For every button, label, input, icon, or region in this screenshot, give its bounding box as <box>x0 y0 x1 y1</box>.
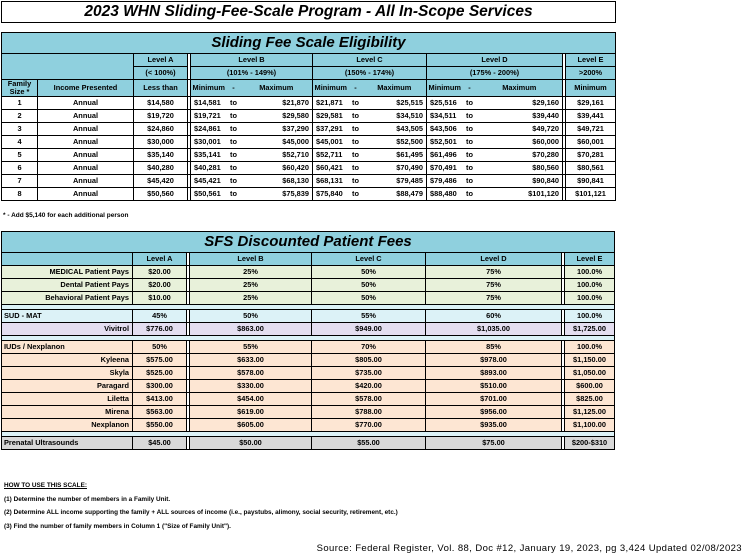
level-d-max: $70,280 <box>477 149 563 162</box>
level-c-max: $61,495 <box>363 149 427 162</box>
family-size-cell: 7 <box>2 175 38 188</box>
fee-level-e-cell: $1,725.00 <box>565 323 615 336</box>
to-label: to <box>227 97 241 110</box>
fee-level-d-cell: $1,035.00 <box>426 323 562 336</box>
eligibility-table <box>1 32 616 201</box>
fee-level-b-cell: $578.00 <box>190 367 312 380</box>
fee-level-b-cell: $605.00 <box>190 419 312 432</box>
to-label: to <box>227 162 241 175</box>
fee-level-e-cell: $1,100.00 <box>565 419 615 432</box>
fee-level-a-cell: $45.00 <box>133 437 187 450</box>
level-e-cell: $60,001 <box>566 136 616 149</box>
level-e-cell: $70,281 <box>566 149 616 162</box>
b-max-header: Maximum <box>241 80 313 97</box>
level-e-cell: $90,841 <box>566 175 616 188</box>
fees-table <box>1 231 615 450</box>
fee-level-b-cell: $330.00 <box>190 380 312 393</box>
fee-level-d-cell: 75% <box>426 279 562 292</box>
level-d-header: Level D <box>427 54 563 67</box>
d-min-header: Minimum <box>427 80 463 97</box>
eligibility-row <box>2 149 616 162</box>
b-min-header: Minimum <box>191 80 227 97</box>
fee-label: Nexplanon <box>2 419 133 432</box>
fee-row <box>2 367 615 380</box>
fee-level-e-cell: 100.0% <box>565 341 615 354</box>
level-c-min: $37,291 <box>313 123 349 136</box>
level-d-max: $49,720 <box>477 123 563 136</box>
fee-label: Vivitrol <box>2 323 133 336</box>
to-label: to <box>349 188 363 201</box>
to-label: to <box>349 175 363 188</box>
level-a-range: (< 100%) <box>134 67 188 80</box>
to-label: to <box>227 136 241 149</box>
fee-row <box>2 310 615 323</box>
level-c-header: Level C <box>313 54 427 67</box>
level-a-cell: $30,000 <box>134 136 188 149</box>
family-size-cell: 2 <box>2 110 38 123</box>
fee-label: Prenatal Ultrasounds <box>2 437 133 450</box>
fee-level-b-cell: $454.00 <box>190 393 312 406</box>
fee-level-e-cell: $1,150.00 <box>565 354 615 367</box>
income-cell: Annual <box>38 136 134 149</box>
level-a-cell: $45,420 <box>134 175 188 188</box>
fee-level-a-cell: 45% <box>133 310 187 323</box>
level-b-max: $75,839 <box>241 188 313 201</box>
fee-row <box>2 341 615 354</box>
to-label: to <box>463 110 477 123</box>
level-c-min: $29,581 <box>313 110 349 123</box>
fee-level-c-cell: 55% <box>312 310 426 323</box>
fee-row <box>2 393 615 406</box>
fee-level-e-cell: $825.00 <box>565 393 615 406</box>
fee-level-a-cell: $413.00 <box>133 393 187 406</box>
fee-label: MEDICAL Patient Pays <box>2 266 133 279</box>
howto-title: HOW TO USE THIS SCALE: <box>4 482 87 489</box>
b-dash: - <box>227 80 241 97</box>
fee-level-d-cell: $701.00 <box>426 393 562 406</box>
level-d-min: $52,501 <box>427 136 463 149</box>
level-a-cell: $19,720 <box>134 110 188 123</box>
howto-step-2: (2) Determine ALL income supporting the family + ALL sources of income (i.e., paystubs, alimony, social security, retirement, etc.) <box>4 509 398 516</box>
fee-level-a-cell: 50% <box>133 341 187 354</box>
level-a-cell: $24,860 <box>134 123 188 136</box>
level-d-max: $60,000 <box>477 136 563 149</box>
level-c-max: $70,490 <box>363 162 427 175</box>
to-label: to <box>227 188 241 201</box>
level-d-max: $101,120 <box>477 188 563 201</box>
fee-level-a-cell: $10.00 <box>133 292 187 305</box>
to-label: to <box>463 175 477 188</box>
fee-label: Dental Patient Pays <box>2 279 133 292</box>
c-dash: - <box>349 80 363 97</box>
fee-level-b-cell: 50% <box>190 310 312 323</box>
to-label: to <box>349 149 363 162</box>
fee-level-e-cell: 100.0% <box>565 292 615 305</box>
fee-label: Kyleena <box>2 354 133 367</box>
fee-level-a-cell: $300.00 <box>133 380 187 393</box>
fees-section <box>1 231 615 450</box>
eligibility-row <box>2 188 616 201</box>
income-cell: Annual <box>38 175 134 188</box>
level-c-min: $52,711 <box>313 149 349 162</box>
fee-level-b-cell: $633.00 <box>190 354 312 367</box>
fee-level-e-cell: $600.00 <box>565 380 615 393</box>
income-cell: Annual <box>38 97 134 110</box>
level-e-cell: $29,161 <box>566 97 616 110</box>
fees-banner: SFS Discounted Patient Fees <box>2 232 615 253</box>
level-d-max: $29,160 <box>477 97 563 110</box>
fee-level-c-cell: 50% <box>312 266 426 279</box>
level-c-min: $75,840 <box>313 188 349 201</box>
level-e-cell: $39,441 <box>566 110 616 123</box>
level-e-cell: $80,561 <box>566 162 616 175</box>
level-c-max: $25,515 <box>363 97 427 110</box>
fee-level-e-cell: 100.0% <box>565 310 615 323</box>
eligibility-row <box>2 123 616 136</box>
level-c-min: $21,871 <box>313 97 349 110</box>
fee-row <box>2 279 615 292</box>
level-b-min: $45,421 <box>191 175 227 188</box>
level-d-max: $80,560 <box>477 162 563 175</box>
fee-level-c-cell: $949.00 <box>312 323 426 336</box>
level-d-min: $70,491 <box>427 162 463 175</box>
level-d-min: $79,486 <box>427 175 463 188</box>
fee-level-a-cell: $776.00 <box>133 323 187 336</box>
level-b-max: $37,290 <box>241 123 313 136</box>
fee-level-d-cell: $978.00 <box>426 354 562 367</box>
level-d-min: $43,506 <box>427 123 463 136</box>
fee-level-d-cell: $510.00 <box>426 380 562 393</box>
eligibility-row <box>2 110 616 123</box>
level-d-min: $34,511 <box>427 110 463 123</box>
income-cell: Annual <box>38 123 134 136</box>
fee-level-d-cell: 60% <box>426 310 562 323</box>
lessthan-header: Less than <box>134 80 188 97</box>
level-b-max: $29,580 <box>241 110 313 123</box>
level-d-range: (175% - 200%) <box>427 67 563 80</box>
fee-label: Skyla <box>2 367 133 380</box>
level-c-min: $68,131 <box>313 175 349 188</box>
d-max-header: Maximum <box>477 80 563 97</box>
fee-level-c-cell: 70% <box>312 341 426 354</box>
family-size-cell: 5 <box>2 149 38 162</box>
to-label: to <box>463 188 477 201</box>
income-cell: Annual <box>38 162 134 175</box>
fee-label: Behavioral Patient Pays <box>2 292 133 305</box>
fee-level-e: Level E <box>565 253 615 266</box>
to-label: to <box>463 149 477 162</box>
fee-level-c-cell: 50% <box>312 292 426 305</box>
level-a-cell: $50,560 <box>134 188 188 201</box>
level-c-max: $34,510 <box>363 110 427 123</box>
to-label: to <box>227 110 241 123</box>
level-b-min: $19,721 <box>191 110 227 123</box>
level-a-cell: $14,580 <box>134 97 188 110</box>
level-d-max: $39,440 <box>477 110 563 123</box>
eligibility-banner: Sliding Fee Scale Eligibility <box>2 33 616 54</box>
fee-label: Paragard <box>2 380 133 393</box>
level-b-min: $24,861 <box>191 123 227 136</box>
page-title: 2023 WHN Sliding-Fee-Scale Program - All In-Scope Services <box>1 1 616 23</box>
fee-level-c-cell: $420.00 <box>312 380 426 393</box>
level-b-max: $60,420 <box>241 162 313 175</box>
income-cell: Annual <box>38 188 134 201</box>
family-size-cell: 8 <box>2 188 38 201</box>
level-b-max: $45,000 <box>241 136 313 149</box>
fee-level-c: Level C <box>312 253 426 266</box>
to-label: to <box>463 97 477 110</box>
fee-level-b-cell: 25% <box>190 292 312 305</box>
level-c-max: $43,505 <box>363 123 427 136</box>
fee-label: IUDs / Nexplanon <box>2 341 133 354</box>
fee-level-e-cell: $1,050.00 <box>565 367 615 380</box>
fee-level-e-cell: 100.0% <box>565 266 615 279</box>
eligibility-row <box>2 97 616 110</box>
level-d-max: $90,840 <box>477 175 563 188</box>
to-label: to <box>349 123 363 136</box>
fee-row <box>2 406 615 419</box>
level-c-max: $88,479 <box>363 188 427 201</box>
fee-level-d-cell: 85% <box>426 341 562 354</box>
level-e-range: >200% <box>566 67 616 80</box>
income-cell: Annual <box>38 149 134 162</box>
howto-step-3: (3) Find the number of family members in Column 1 ("Size of Family Unit"). <box>4 523 231 530</box>
fee-level-c-cell: $805.00 <box>312 354 426 367</box>
fee-row <box>2 354 615 367</box>
family-size-header: Family Size * <box>2 80 38 97</box>
family-size-cell: 4 <box>2 136 38 149</box>
fee-level-a-cell: $525.00 <box>133 367 187 380</box>
fee-level-a-cell: $550.00 <box>133 419 187 432</box>
level-b-max: $52,710 <box>241 149 313 162</box>
to-label: to <box>349 136 363 149</box>
fee-level-d-cell: 75% <box>426 292 562 305</box>
fee-level-e-cell: 100.0% <box>565 279 615 292</box>
fee-row <box>2 437 615 450</box>
fee-level-b-cell: $50.00 <box>190 437 312 450</box>
level-b-range: (101% - 149%) <box>191 67 313 80</box>
fee-level-c-cell: $770.00 <box>312 419 426 432</box>
fee-row <box>2 419 615 432</box>
level-a-header: Level A <box>134 54 188 67</box>
to-label: to <box>227 149 241 162</box>
fee-level-a-cell: $563.00 <box>133 406 187 419</box>
fee-level-d-cell: $956.00 <box>426 406 562 419</box>
level-b-header: Level B <box>191 54 313 67</box>
family-size-cell: 6 <box>2 162 38 175</box>
fee-level-c-cell: $788.00 <box>312 406 426 419</box>
to-label: to <box>349 110 363 123</box>
fee-level-d-cell: $893.00 <box>426 367 562 380</box>
level-a-cell: $40,280 <box>134 162 188 175</box>
fee-row <box>2 323 615 336</box>
fee-level-d: Level D <box>426 253 562 266</box>
family-size-cell: 3 <box>2 123 38 136</box>
fee-level-b-cell: 55% <box>190 341 312 354</box>
fee-row <box>2 292 615 305</box>
eligibility-row <box>2 136 616 149</box>
fee-level-e-cell: $200-$310 <box>565 437 615 450</box>
c-min-header: Minimum <box>313 80 349 97</box>
to-label: to <box>463 136 477 149</box>
fee-label: Liletta <box>2 393 133 406</box>
fee-level-c-cell: $578.00 <box>312 393 426 406</box>
level-d-min: $61,496 <box>427 149 463 162</box>
fee-level-b-cell: 25% <box>190 266 312 279</box>
level-b-min: $30,001 <box>191 136 227 149</box>
fee-level-a-cell: $20.00 <box>133 266 187 279</box>
level-b-min: $14,581 <box>191 97 227 110</box>
to-label: to <box>463 162 477 175</box>
eligibility-row <box>2 175 616 188</box>
fee-level-c-cell: 50% <box>312 279 426 292</box>
income-header: Income Presented <box>38 80 134 97</box>
c-max-header: Maximum <box>363 80 427 97</box>
fee-label: SUD - MAT <box>2 310 133 323</box>
level-c-max: $79,485 <box>363 175 427 188</box>
level-b-max: $21,870 <box>241 97 313 110</box>
fee-level-c-cell: $55.00 <box>312 437 426 450</box>
fee-level-b-cell: $619.00 <box>190 406 312 419</box>
fee-level-b: Level B <box>190 253 312 266</box>
additional-person-note: * - Add $5,140 for each additional person <box>3 212 129 219</box>
level-d-min: $25,516 <box>427 97 463 110</box>
to-label: to <box>349 162 363 175</box>
income-cell: Annual <box>38 110 134 123</box>
level-d-min: $88,480 <box>427 188 463 201</box>
to-label: to <box>349 97 363 110</box>
level-c-max: $52,500 <box>363 136 427 149</box>
fee-level-d-cell: $935.00 <box>426 419 562 432</box>
level-b-min: $35,141 <box>191 149 227 162</box>
e-min-header: Minimum <box>566 80 616 97</box>
howto-step-1: (1) Determine the number of members in a Family Unit. <box>4 496 171 503</box>
fee-level-b-cell: $863.00 <box>190 323 312 336</box>
level-e-cell: $49,721 <box>566 123 616 136</box>
fee-level-d-cell: $75.00 <box>426 437 562 450</box>
fee-row <box>2 266 615 279</box>
fee-row <box>2 380 615 393</box>
to-label: to <box>227 123 241 136</box>
level-b-max: $68,130 <box>241 175 313 188</box>
level-c-range: (150% - 174%) <box>313 67 427 80</box>
fee-level-b-cell: 25% <box>190 279 312 292</box>
fee-label: Mirena <box>2 406 133 419</box>
to-label: to <box>463 123 477 136</box>
eligibility-row <box>2 162 616 175</box>
fee-level-a-cell: $20.00 <box>133 279 187 292</box>
level-c-min: $60,421 <box>313 162 349 175</box>
fee-level-c-cell: $735.00 <box>312 367 426 380</box>
level-e-header: Level E <box>566 54 616 67</box>
level-e-cell: $101,121 <box>566 188 616 201</box>
family-size-cell: 1 <box>2 97 38 110</box>
fee-level-a: Level A <box>133 253 187 266</box>
fee-level-a-cell: $575.00 <box>133 354 187 367</box>
to-label: to <box>227 175 241 188</box>
level-b-min: $40,281 <box>191 162 227 175</box>
eligibility-section <box>1 32 616 201</box>
level-b-min: $50,561 <box>191 188 227 201</box>
d-dash: - <box>463 80 477 97</box>
level-c-min: $45,001 <box>313 136 349 149</box>
level-a-cell: $35,140 <box>134 149 188 162</box>
fee-level-d-cell: 75% <box>426 266 562 279</box>
fee-level-e-cell: $1,125.00 <box>565 406 615 419</box>
source-citation: Source: Federal Register, Vol. 88, Doc #12, January 19, 2023, pg 3,424 Updated 02/08/2023 <box>316 543 742 554</box>
